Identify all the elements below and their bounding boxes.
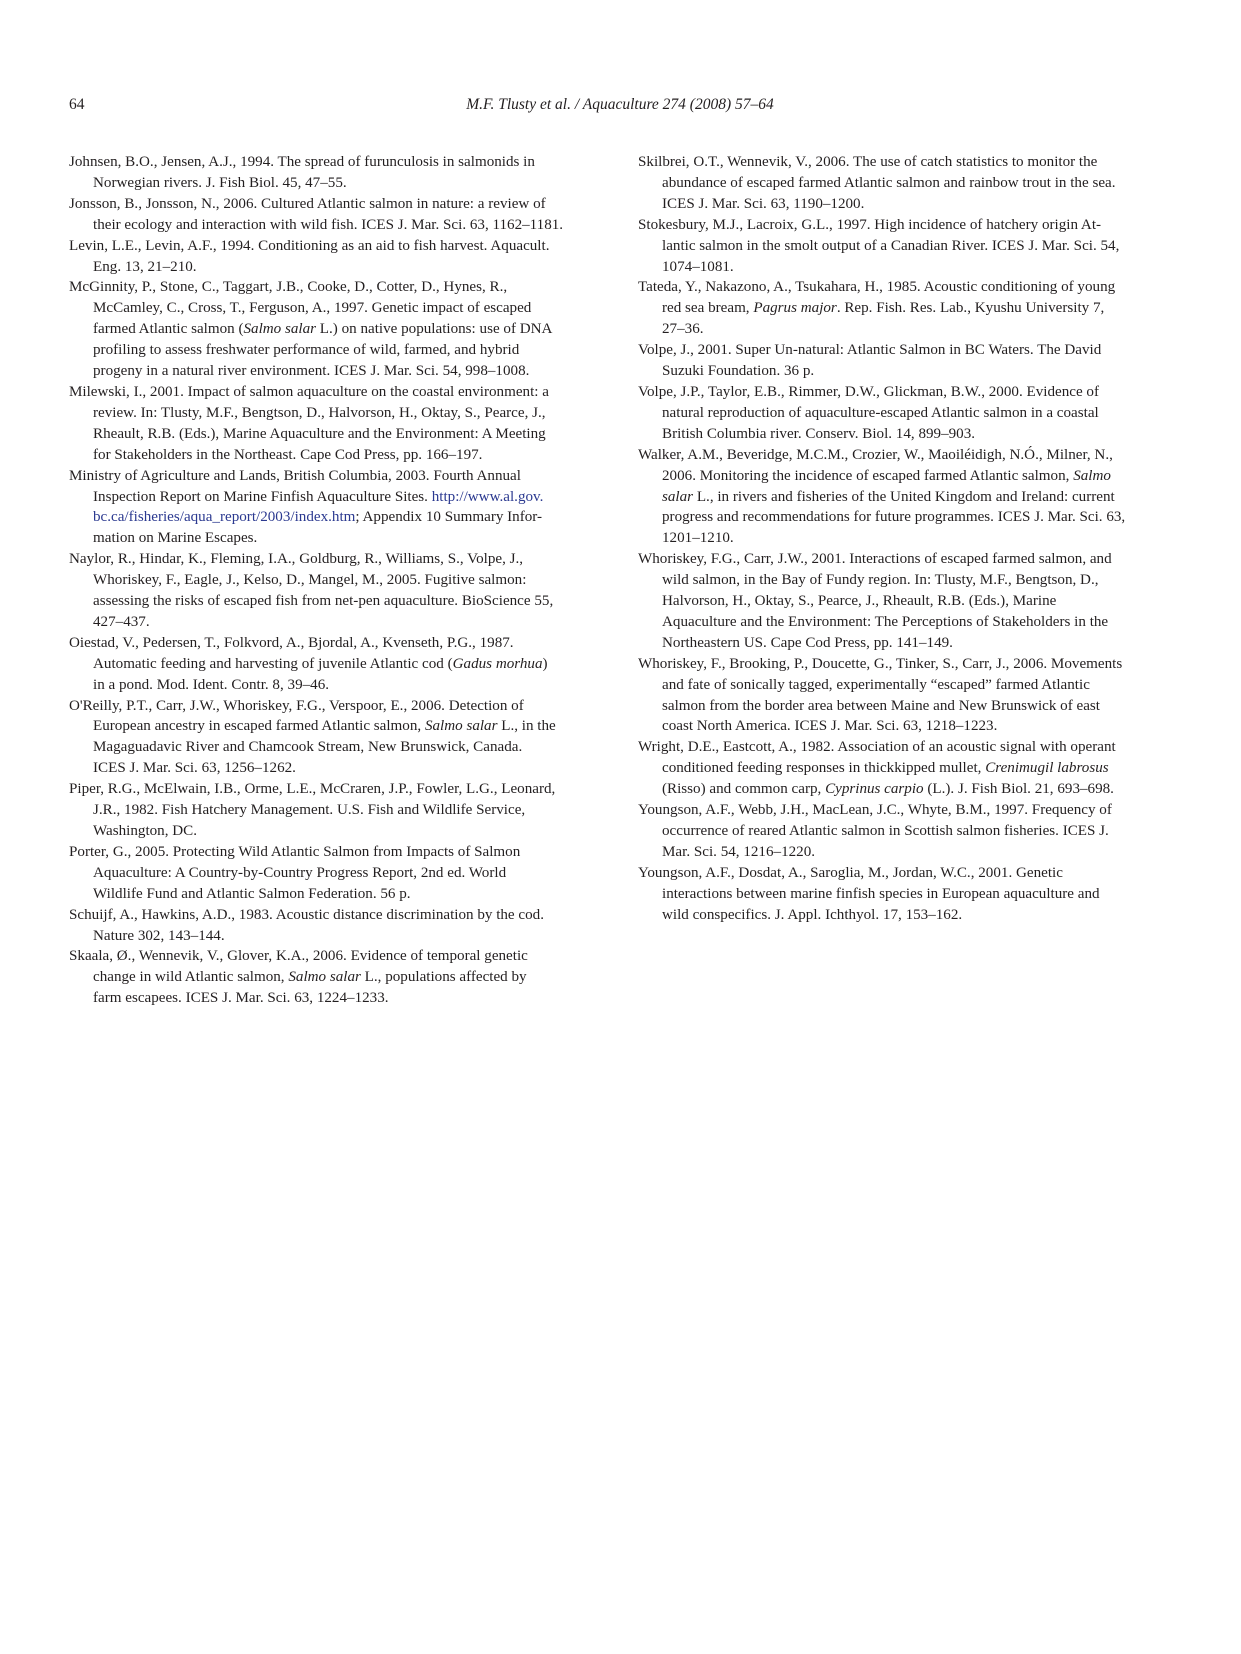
- reference-text: McGinnity, P., Stone, C., Taggart, J.B., Cooke, D., Cotter, D., Hynes, R., McCamley, C., Cross, T., Ferguson, A., 1997. Genetic impact of escaped farmed Atlantic salmon (: [69, 279, 532, 338]
- reference-text: Skaala, Ø., Wennevik, V., Glover, K.A., 2006. Evidence of temporal genetic change in wild Atlantic salmon,: [69, 948, 528, 986]
- reference-text: Levin, L.E., Levin, A.F., 1994. Conditioning as an aid to fish harvest. Aquacult. Eng. 13, 21–210.: [69, 237, 550, 275]
- reference-text: Wright, D.E., Eastcott, A., 1982. Association of an acoustic signal with operant conditioned feeding responses in thickkipped mullet,: [638, 739, 1116, 777]
- reference-entry: [69, 842, 599, 905]
- reference-entry: [69, 946, 599, 1009]
- reference-entry: [638, 215, 1168, 278]
- reference-entry: [638, 549, 1168, 654]
- page-number: 64: [69, 96, 85, 113]
- reference-text: L., in rivers and fisheries of the United Kingdom and Ireland: current progress and recommendations for future programmes. ICES J. Mar. Sci. 63, 1201–1210.: [662, 488, 1126, 547]
- reference-entry: [638, 277, 1168, 340]
- reference-entry: [69, 905, 599, 947]
- reference-text: Skilbrei, O.T., Wennevik, V., 2006. The use of catch statistics to monitor the abundance of escaped farmed Atlantic salmon and rainbow trout in the sea. ICES J. Mar. Sci. 63, 1190–1200.: [638, 154, 1116, 212]
- reference-text: Youngson, A.F., Webb, J.H., MacLean, J.C., Whyte, B.M., 1997. Frequency of occurrence of reared Atlantic salmon in Scottish salmon fisheries. ICES J. Mar. Sci. 54, 1216–1220.: [638, 802, 1112, 860]
- reference-text: Jonsson, B., Jonsson, N., 2006. Cultured Atlantic salmon in nature: a review of their ecology and interaction with wild fish. ICES J. Mar. Sci. 63, 1162–1181.: [69, 195, 564, 233]
- reference-text: Walker, A.M., Beveridge, M.C.M., Crozier, W., Maoiléidigh, N.Ó., Milner, N., 2006. Monitoring the incidence of escaped farmed Atlantic salmon,: [638, 446, 1113, 484]
- reference-text: L., in the Magaguadavic River and Chamcook Stream, New Brunswick, Canada. ICES J. Mar. Sci. 63, 1256–1262.: [93, 718, 556, 777]
- reference-text: Stokesbury, M.J., Lacroix, G.L., 1997. High incidence of hatchery origin At- lantic salmon in the smolt output of a Canadian River. ICES J. Mar. Sci. 54, 1074–1081.: [638, 216, 1120, 275]
- reference-entry: [69, 236, 599, 278]
- species-name: Pagrus major: [753, 300, 837, 317]
- reference-text: L., populations affected by farm escapees. ICES J. Mar. Sci. 63, 1224–1233.: [93, 969, 527, 1007]
- reference-text: O'Reilly, P.T., Carr, J.W., Whoriskey, F.G., Verspoor, E., 2006. Detection of European ancestry in escaped farmed Atlantic salmon,: [69, 697, 524, 735]
- reference-text: (Risso) and common carp,: [662, 781, 822, 798]
- reference-entry: [69, 779, 599, 842]
- reference-entry: [69, 194, 599, 236]
- reference-entry: [638, 340, 1168, 382]
- reference-text: Whoriskey, F.G., Carr, J.W., 2001. Interactions of escaped farmed salmon, and wild salmon, in the Bay of Fundy region. In: Tlusty, M.F., Bengtson, D., Halvorson, H., Oktay, S., Pearce, J., Rheault, R.B. (Eds.), Marine Aquaculture and the Environment: The Perceptions of Stakeholders in the Northeastern US. Cape Cod Press, pp. 141–149.: [638, 551, 1112, 651]
- reference-entry: [638, 445, 1168, 550]
- reference-entry: [69, 152, 599, 194]
- reference-entry: [69, 549, 599, 633]
- species-name: Salmo salar: [243, 321, 317, 338]
- reference-text: Youngson, A.F., Dosdat, A., Saroglia, M., Jordan, W.C., 2001. Genetic interactions between marine finfish species in European aquaculture and wild conspecifics. J. Appl. Ichthyol. 17, 153–162.: [638, 864, 1100, 923]
- reference-text: ) in a pond. Mod. Ident. Contr. 8, 39–46.: [93, 655, 548, 693]
- reference-text: Oiestad, V., Pedersen, T., Folkvord, A., Bjordal, A., Kvenseth, P.G., 1987. Automatic feeding and harvesting of juvenile Atlantic cod (: [69, 634, 514, 672]
- references-left-column: [69, 152, 599, 1009]
- reference-text: Volpe, J., 2001. Super Un-natural: Atlantic Salmon in BC Waters. The David Suzuki Foundation. 36 p.: [638, 342, 1102, 380]
- reference-text: Tateda, Y., Nakazono, A., Tsukahara, H., 1985. Acoustic conditioning of young red sea bream,: [638, 279, 1116, 317]
- species-name: Salmo salar: [662, 467, 1111, 505]
- reference-entry: [69, 466, 599, 550]
- reference-text: Schuijf, A., Hawkins, A.D., 1983. Acoustic distance discrimination by the cod. Nature 302, 143–144.: [69, 906, 544, 944]
- reference-entry: [638, 152, 1168, 215]
- reference-entry: [69, 633, 599, 696]
- reference-entry: [69, 277, 599, 382]
- reference-entry: [69, 696, 599, 780]
- species-name: Salmo salar: [424, 718, 498, 735]
- reference-text: Porter, G., 2005. Protecting Wild Atlantic Salmon from Impacts of Salmon Aquaculture: A Country-by-Country Progress Report, 2nd ed. World Wildlife Fund and Atlantic Salmon Federation. 56 p.: [69, 843, 521, 902]
- species-name: Salmo salar: [288, 969, 361, 986]
- reference-entry: [69, 382, 599, 466]
- species-name: Crenimugil labrosus: [985, 760, 1109, 777]
- reference-text: Volpe, J.P., Taylor, E.B., Rimmer, D.W., Glickman, B.W., 2000. Evidence of natural reproduction of aquaculture-escaped Atlantic salmon in a coastal British Columbia river. Conserv. Biol. 14, 899–903.: [638, 383, 1099, 442]
- reference-entry: [638, 382, 1168, 445]
- running-title: M.F. Tlusty et al. / Aquaculture 274 (2008) 57–64: [466, 96, 774, 113]
- reference-text: Johnsen, B.O., Jensen, A.J., 1994. The spread of furunculosis in salmonids in Norwegian rivers. J. Fish Biol. 45, 47–55.: [69, 154, 535, 191]
- reference-text: Milewski, I., 2001. Impact of salmon aquaculture on the coastal environment: a review. In: Tlusty, M.F., Bengtson, D., Halvorson, H., Oktay, S., Pearce, J., Rheault, R.B. (Eds.), Marine Aquaculture and the Environment: A Meeting for Stakeholders in the Northeast. Cape Cod Press, pp. 166–197.: [69, 383, 549, 463]
- species-name: Gadus morhua: [452, 655, 543, 672]
- reference-text: Naylor, R., Hindar, K., Fleming, I.A., Goldburg, R., Williams, S., Volpe, J., Whoriskey, F., Eagle, J., Kelso, D., Mangel, M., 2005. Fugitive salmon: assessing the risks of escaped fish from net-pen aquaculture. BioScience 55, 427–437.: [69, 551, 554, 630]
- reference-url-link[interactable]: http://www.al.gov. bc.ca/fisheries/aqua_report/2003/index.htm: [93, 488, 544, 526]
- references-right-column: [638, 152, 1168, 926]
- reference-text: Ministry of Agriculture and Lands, British Columbia, 2003. Fourth Annual Inspection Report on Marine Finfish Aquaculture Sites.: [69, 467, 521, 505]
- reference-entry: [638, 654, 1168, 738]
- reference-entry: [638, 863, 1168, 926]
- reference-text: (L.). J. Fish Biol. 21, 693–698.: [923, 781, 1114, 798]
- reference-text: . Rep. Fish. Res. Lab., Kyushu University 7, 27–36.: [662, 300, 1105, 338]
- reference-text: ; Appendix 10 Summary Infor- mation on Marine Escapes.: [93, 509, 543, 547]
- reference-entry: [638, 737, 1168, 800]
- species-name: Cyprinus carpio: [825, 781, 924, 798]
- reference-text: L.) on native populations: use of DNA profiling to assess freshwater performance of wild, farmed, and hybrid progeny in a natural river environment. ICES J. Mar. Sci. 54, 998–1008.: [93, 321, 553, 380]
- reference-text: Piper, R.G., McElwain, I.B., Orme, L.E., McCraren, J.P., Fowler, L.G., Leonard, J.R., 1982. Fish Hatchery Management. U.S. Fish and Wildlife Service, Washington, DC.: [69, 781, 556, 839]
- reference-text: Whoriskey, F., Brooking, P., Doucette, G., Tinker, S., Carr, J., 2006. Movements and fate of sonically tagged, experimentally “escaped” farmed Atlantic salmon from the border area between Maine and New Brunswick of east coast North America. ICES J. Mar. Sci. 63, 1218–1223.: [638, 655, 1123, 735]
- page-header: [69, 96, 1171, 120]
- reference-entry: [638, 800, 1168, 863]
